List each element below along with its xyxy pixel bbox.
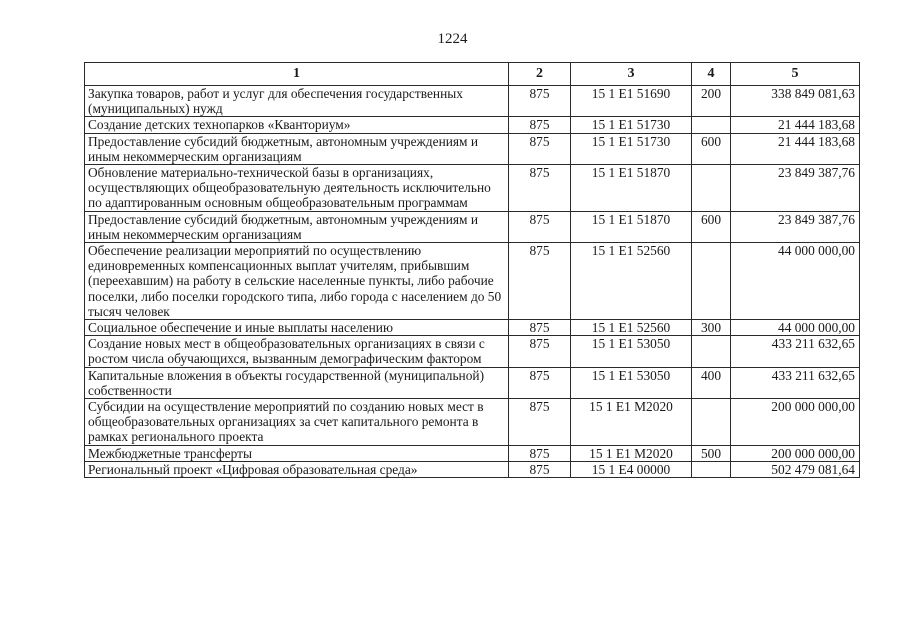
column-header-name: 1 [85,63,509,86]
row-name: Предоставление субсидий бюджетным, автономным учреждениям и иным некоммерческим организациям [85,211,509,242]
row-sum: 433 211 632,65 [731,336,860,367]
row-csr: 15 1 E1 51730 [571,133,692,164]
row-name: Закупка товаров, работ и услуг для обеспечения государственных (муниципальных) нужд [85,86,509,117]
row-ved: 875 [509,367,571,398]
row-ved: 875 [509,211,571,242]
row-name: Предоставление субсидий бюджетным, автономным учреждениям и иным некоммерческим организациям [85,133,509,164]
row-vr [692,117,731,133]
column-header-csr: 3 [571,63,692,86]
row-name: Капитальные вложения в объекты государственной (муниципальной) собственности [85,367,509,398]
row-sum: 338 849 081,63 [731,86,860,117]
table-row [85,367,860,398]
column-header-ved: 2 [509,63,571,86]
row-name: Обеспечение реализации мероприятий по осуществлению единовременных компенсационных выплат учителям, прибывшим (переехавшим) на работу в сельские населенные пункты, либо рабочие поселки, либо поселки городского типа, либо города с населением до 50 тысяч человек [85,243,509,320]
row-ved: 875 [509,133,571,164]
row-vr [692,336,731,367]
column-header-sum: 5 [731,63,860,86]
table-row [85,117,860,133]
row-sum: 23 849 387,76 [731,165,860,212]
row-sum: 200 000 000,00 [731,445,860,461]
page-number: 1224 [437,31,468,47]
budget-table [84,62,860,478]
table-row [85,336,860,367]
row-vr: 300 [692,320,731,336]
table-row [85,243,860,320]
row-csr: 15 1 E1 51870 [571,211,692,242]
row-sum: 44 000 000,00 [731,243,860,320]
row-name: Субсидии на осуществление мероприятий по созданию новых мест в общеобразовательных организациях за счет капитального ремонта в рамках регионального проекта [85,399,509,446]
table-row [85,133,860,164]
table-header-row [85,63,860,86]
row-vr: 200 [692,86,731,117]
row-ved: 875 [509,320,571,336]
row-name: Создание новых мест в общеобразовательных организациях в связи с ростом числа обучающихся, вызванным демографическим фактором [85,336,509,367]
row-ved: 875 [509,445,571,461]
row-vr [692,461,731,477]
row-name: Региональный проект «Цифровая образовательная среда» [85,461,509,477]
row-csr: 15 1 E1 M2020 [571,399,692,446]
table-row [85,445,860,461]
row-ved: 875 [509,461,571,477]
row-ved: 875 [509,86,571,117]
row-csr: 15 1 E1 51690 [571,86,692,117]
table-row [85,165,860,212]
row-csr: 15 1 E1 51870 [571,165,692,212]
row-vr: 400 [692,367,731,398]
column-header-vr: 4 [692,63,731,86]
row-sum: 44 000 000,00 [731,320,860,336]
row-csr: 15 1 E1 51730 [571,117,692,133]
row-ved: 875 [509,336,571,367]
row-vr [692,243,731,320]
table-row [85,86,860,117]
row-ved: 875 [509,117,571,133]
row-sum: 200 000 000,00 [731,399,860,446]
row-csr: 15 1 E1 52560 [571,243,692,320]
row-csr: 15 1 E1 53050 [571,336,692,367]
row-csr: 15 1 E4 00000 [571,461,692,477]
row-csr: 15 1 E1 M2020 [571,445,692,461]
row-ved: 875 [509,243,571,320]
row-sum: 21 444 183,68 [731,133,860,164]
row-ved: 875 [509,399,571,446]
row-name: Обновление материально-технической базы в организациях, осуществляющих общеобразовательную деятельность исключительно по адаптированным основным общеобразовательным программам [85,165,509,212]
table-row [85,320,860,336]
table-row [85,211,860,242]
row-name: Создание детских технопарков «Кванториум» [85,117,509,133]
row-csr: 15 1 E1 53050 [571,367,692,398]
row-sum: 502 479 081,64 [731,461,860,477]
row-csr: 15 1 E1 52560 [571,320,692,336]
row-name: Социальное обеспечение и иные выплаты населению [85,320,509,336]
table-row [85,461,860,477]
row-ved: 875 [509,165,571,212]
row-name: Межбюджетные трансферты [85,445,509,461]
row-sum: 433 211 632,65 [731,367,860,398]
row-vr [692,165,731,212]
row-vr: 500 [692,445,731,461]
row-sum: 21 444 183,68 [731,117,860,133]
row-vr: 600 [692,133,731,164]
row-vr [692,399,731,446]
row-sum: 23 849 387,76 [731,211,860,242]
row-vr: 600 [692,211,731,242]
table-row [85,399,860,446]
